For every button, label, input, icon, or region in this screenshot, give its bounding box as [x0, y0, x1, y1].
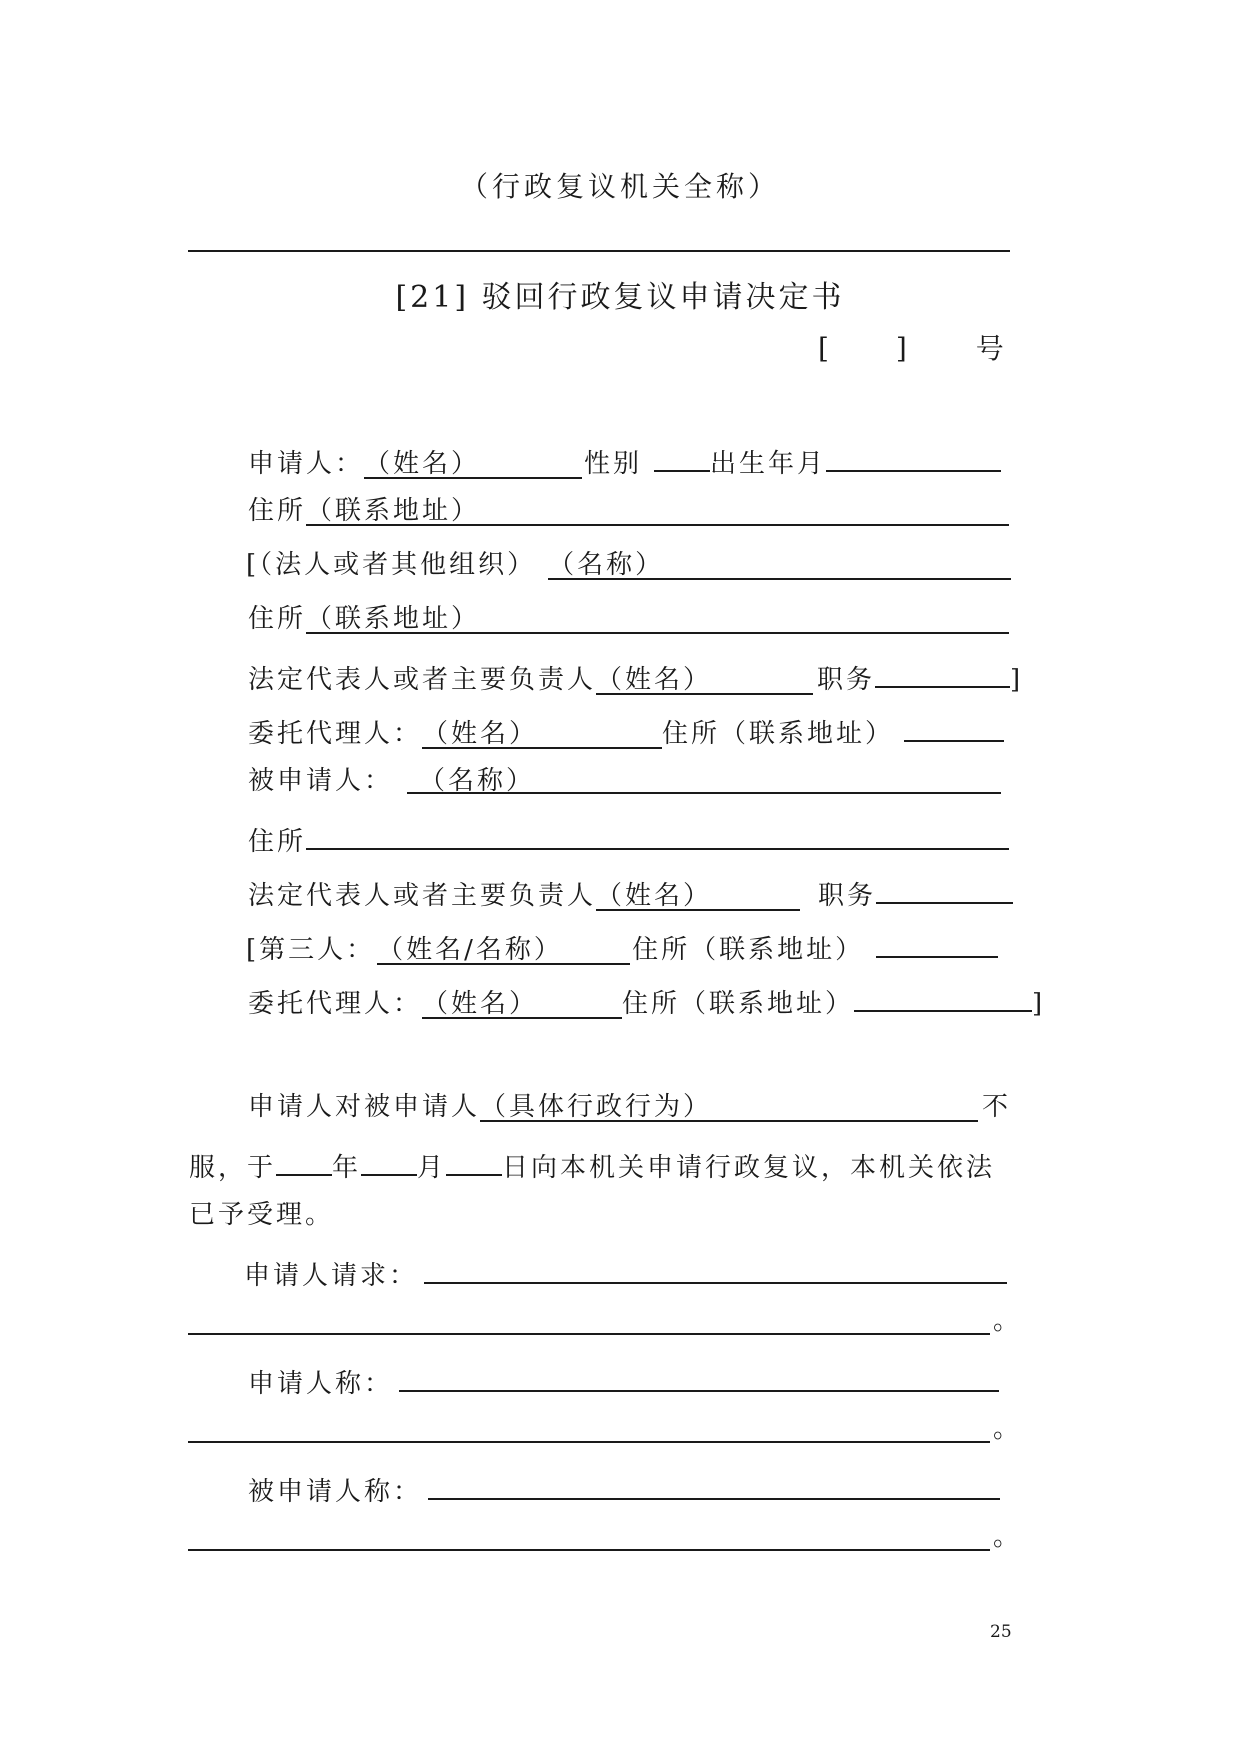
row-legal-rep [248, 656, 1023, 697]
p1-end: 不 [982, 1092, 1012, 1122]
p1-start: 申请人对被申请人 [248, 1092, 481, 1122]
respondent-name-field[interactable] [407, 764, 1001, 794]
year-field[interactable] [276, 1144, 332, 1176]
respondent-claim-label: 被申请人称： [248, 1477, 423, 1507]
year-label: 年 [332, 1153, 362, 1183]
address-hint: （联系地址） [306, 604, 481, 634]
row-applicant [248, 440, 1001, 481]
address-label: 住所 [248, 604, 307, 634]
third-party-name-field[interactable] [377, 933, 630, 965]
org-open-label: [（法人或者其他组织） [246, 550, 537, 580]
agent-label: 委托代理人： [248, 989, 423, 1019]
row-organization [246, 548, 1011, 582]
claim-label: 申请人称： [248, 1369, 394, 1399]
position-label: 职务 [817, 665, 876, 695]
body-line-3 [189, 1198, 334, 1232]
row-respondent-address [248, 818, 1009, 859]
legal-rep-hint: （姓名） [596, 665, 713, 695]
row-claim [248, 1360, 999, 1401]
address-label: 住所 [248, 496, 307, 526]
agent-address-label: 住所（联系地址） [622, 989, 855, 1019]
p2-rest: 日向本机关申请行政复议，本机关依法 [502, 1153, 996, 1183]
administrative-act-hint: （具体行政行为） [480, 1092, 713, 1122]
applicant-name-field[interactable] [364, 447, 582, 479]
agent-address-field[interactable] [904, 710, 1004, 742]
org-address-field[interactable] [306, 602, 1009, 634]
legal-rep-label: 法定代表人或者主要负责人 [248, 665, 597, 695]
respondent-claim-field[interactable] [428, 1468, 1000, 1500]
agent-hint: （姓名） [422, 719, 539, 749]
docno-close-bracket: ] [895, 332, 907, 365]
third-party-address-label: 住所（联系地址） [632, 935, 865, 965]
row-agent [248, 710, 1004, 751]
header-divider [188, 250, 1010, 252]
position-label: 职务 [818, 881, 877, 911]
agent-address-label: 住所（联系地址） [662, 719, 895, 749]
docno-suffix: 号 [975, 332, 1004, 365]
agent-label: 委托代理人： [248, 719, 423, 749]
org-name-hint: （名称） [548, 550, 665, 580]
body-line-2 [189, 1144, 995, 1185]
position-field[interactable] [875, 656, 1010, 688]
respondent-claim-continuation-line[interactable] [188, 1549, 990, 1551]
third-party-address-field[interactable] [876, 926, 998, 958]
third-party-agent-name-field[interactable] [422, 987, 622, 1019]
respondent-hint: （名称） [419, 766, 536, 796]
document-title: [21] 驳回行政复议申请决定书 [395, 280, 845, 315]
document-number [818, 327, 1004, 367]
month-label: 月 [417, 1153, 447, 1183]
agent-name-field[interactable] [422, 717, 662, 749]
row-third-party-agent [248, 980, 1045, 1021]
legal-rep-field[interactable] [596, 663, 813, 695]
administrative-act-field[interactable] [480, 1090, 978, 1122]
page-number: 25 [990, 1622, 1012, 1642]
address-hint: （联系地址） [306, 496, 481, 526]
applicant-label: 申请人： [248, 449, 365, 479]
body-line-1 [248, 1090, 1011, 1124]
month-field[interactable] [361, 1144, 417, 1176]
day-field[interactable] [446, 1144, 502, 1176]
org-name-field[interactable] [548, 548, 1011, 580]
legal-rep-hint: （姓名） [596, 881, 713, 911]
p3-text: 已予受理。 [189, 1200, 335, 1230]
respondent-address-field[interactable] [306, 818, 1009, 850]
close-bracket: ] [1032, 989, 1046, 1019]
organization-name: （行政复议机关全称） [459, 170, 780, 203]
p2-start: 服，于 [189, 1153, 277, 1183]
gender-field[interactable] [654, 440, 710, 472]
third-party-hint: （姓名/名称） [377, 935, 563, 965]
respondent-legal-rep-field[interactable] [596, 879, 800, 911]
applicant-name-hint: （姓名） [364, 449, 481, 479]
request-continuation-line[interactable] [188, 1333, 990, 1335]
respondent-position-field[interactable] [876, 872, 1013, 904]
request-label: 申请人请求： [244, 1261, 419, 1291]
row-org-address [248, 602, 1009, 636]
row-respondent-claim [248, 1468, 1000, 1509]
request-field[interactable] [424, 1252, 1007, 1284]
respondent-claim-period: 。 [993, 1522, 1023, 1552]
birth-label: 出生年月 [710, 449, 827, 479]
close-bracket: ] [1010, 665, 1024, 695]
agent-hint: （姓名） [422, 989, 539, 1019]
docno-open-bracket: [ [818, 332, 829, 365]
row-request [244, 1252, 1007, 1293]
gender-label: 性别 [584, 449, 643, 479]
row-respondent-legal-rep [248, 872, 1013, 913]
request-period: 。 [993, 1306, 1023, 1336]
row-applicant-address [248, 494, 1009, 528]
respondent-label: 被申请人： [248, 766, 394, 796]
claim-period: 。 [993, 1414, 1023, 1444]
birth-field[interactable] [826, 440, 1001, 472]
claim-field[interactable] [399, 1360, 999, 1392]
claim-continuation-line[interactable] [188, 1441, 990, 1443]
address-label: 住所 [248, 827, 307, 857]
applicant-address-field[interactable] [306, 494, 1009, 526]
legal-rep-label: 法定代表人或者主要负责人 [248, 881, 597, 911]
third-party-agent-address-field[interactable] [854, 980, 1032, 1012]
third-party-label: [第三人： [246, 935, 376, 965]
row-respondent [248, 764, 1001, 798]
row-third-party [246, 926, 998, 967]
